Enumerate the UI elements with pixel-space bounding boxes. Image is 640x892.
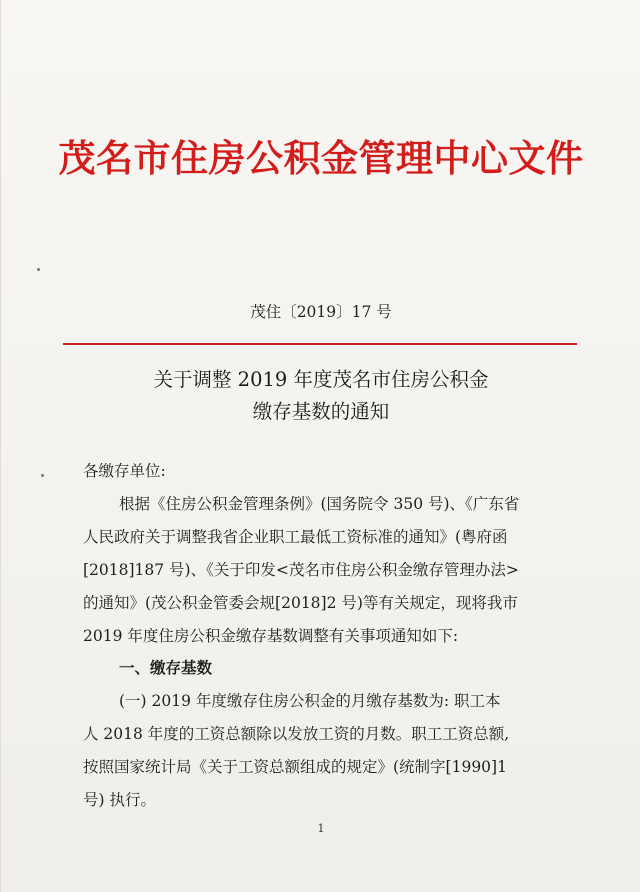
- body-line: [2018]187 号)、《关于印发<茂名市住房公积金缴存管理办法>: [83, 561, 519, 579]
- body-line: 根据《住房公积金管理条例》(国务院令 350 号)、《广东省: [119, 495, 520, 513]
- body-line: 人民政府关于调整我省企业职工最低工资标准的通知》(粤府函: [83, 528, 508, 546]
- scan-speck: [37, 268, 40, 271]
- section-heading: 一、缴存基数: [119, 659, 213, 677]
- page-number: 1: [317, 822, 325, 835]
- scan-speck: [41, 474, 44, 477]
- body-line: 2019 年度住房公积金缴存基数调整有关事项通知如下:: [83, 627, 459, 645]
- salutation: 各缴存单位:: [83, 462, 166, 480]
- issuer-header-title: 茂名市住房公积金管理中心文件: [58, 137, 584, 180]
- item-line: (一) 2019 年度缴存住房公积金的月缴存基数为: 职工本: [119, 692, 501, 710]
- red-separator-rule: [63, 343, 577, 345]
- item-line: 号) 执行。: [83, 791, 156, 809]
- item-line: 按照国家统计局《关于工资总额组成的规定》(统制字[1990]1: [83, 758, 507, 776]
- notice-title-line-1: 关于调整 2019 年度茂名市住房公积金: [153, 368, 489, 391]
- notice-title-line-2: 缴存基数的通知: [252, 400, 390, 423]
- body-line: 的通知》(茂公积金管委会规[2018]2 号)等有关规定，现将我市: [83, 594, 518, 612]
- document-number: 茂住〔2019〕17 号: [250, 303, 392, 321]
- item-line: 人 2018 年度的工资总额除以发放工资的月数。职工工资总额,: [83, 725, 510, 743]
